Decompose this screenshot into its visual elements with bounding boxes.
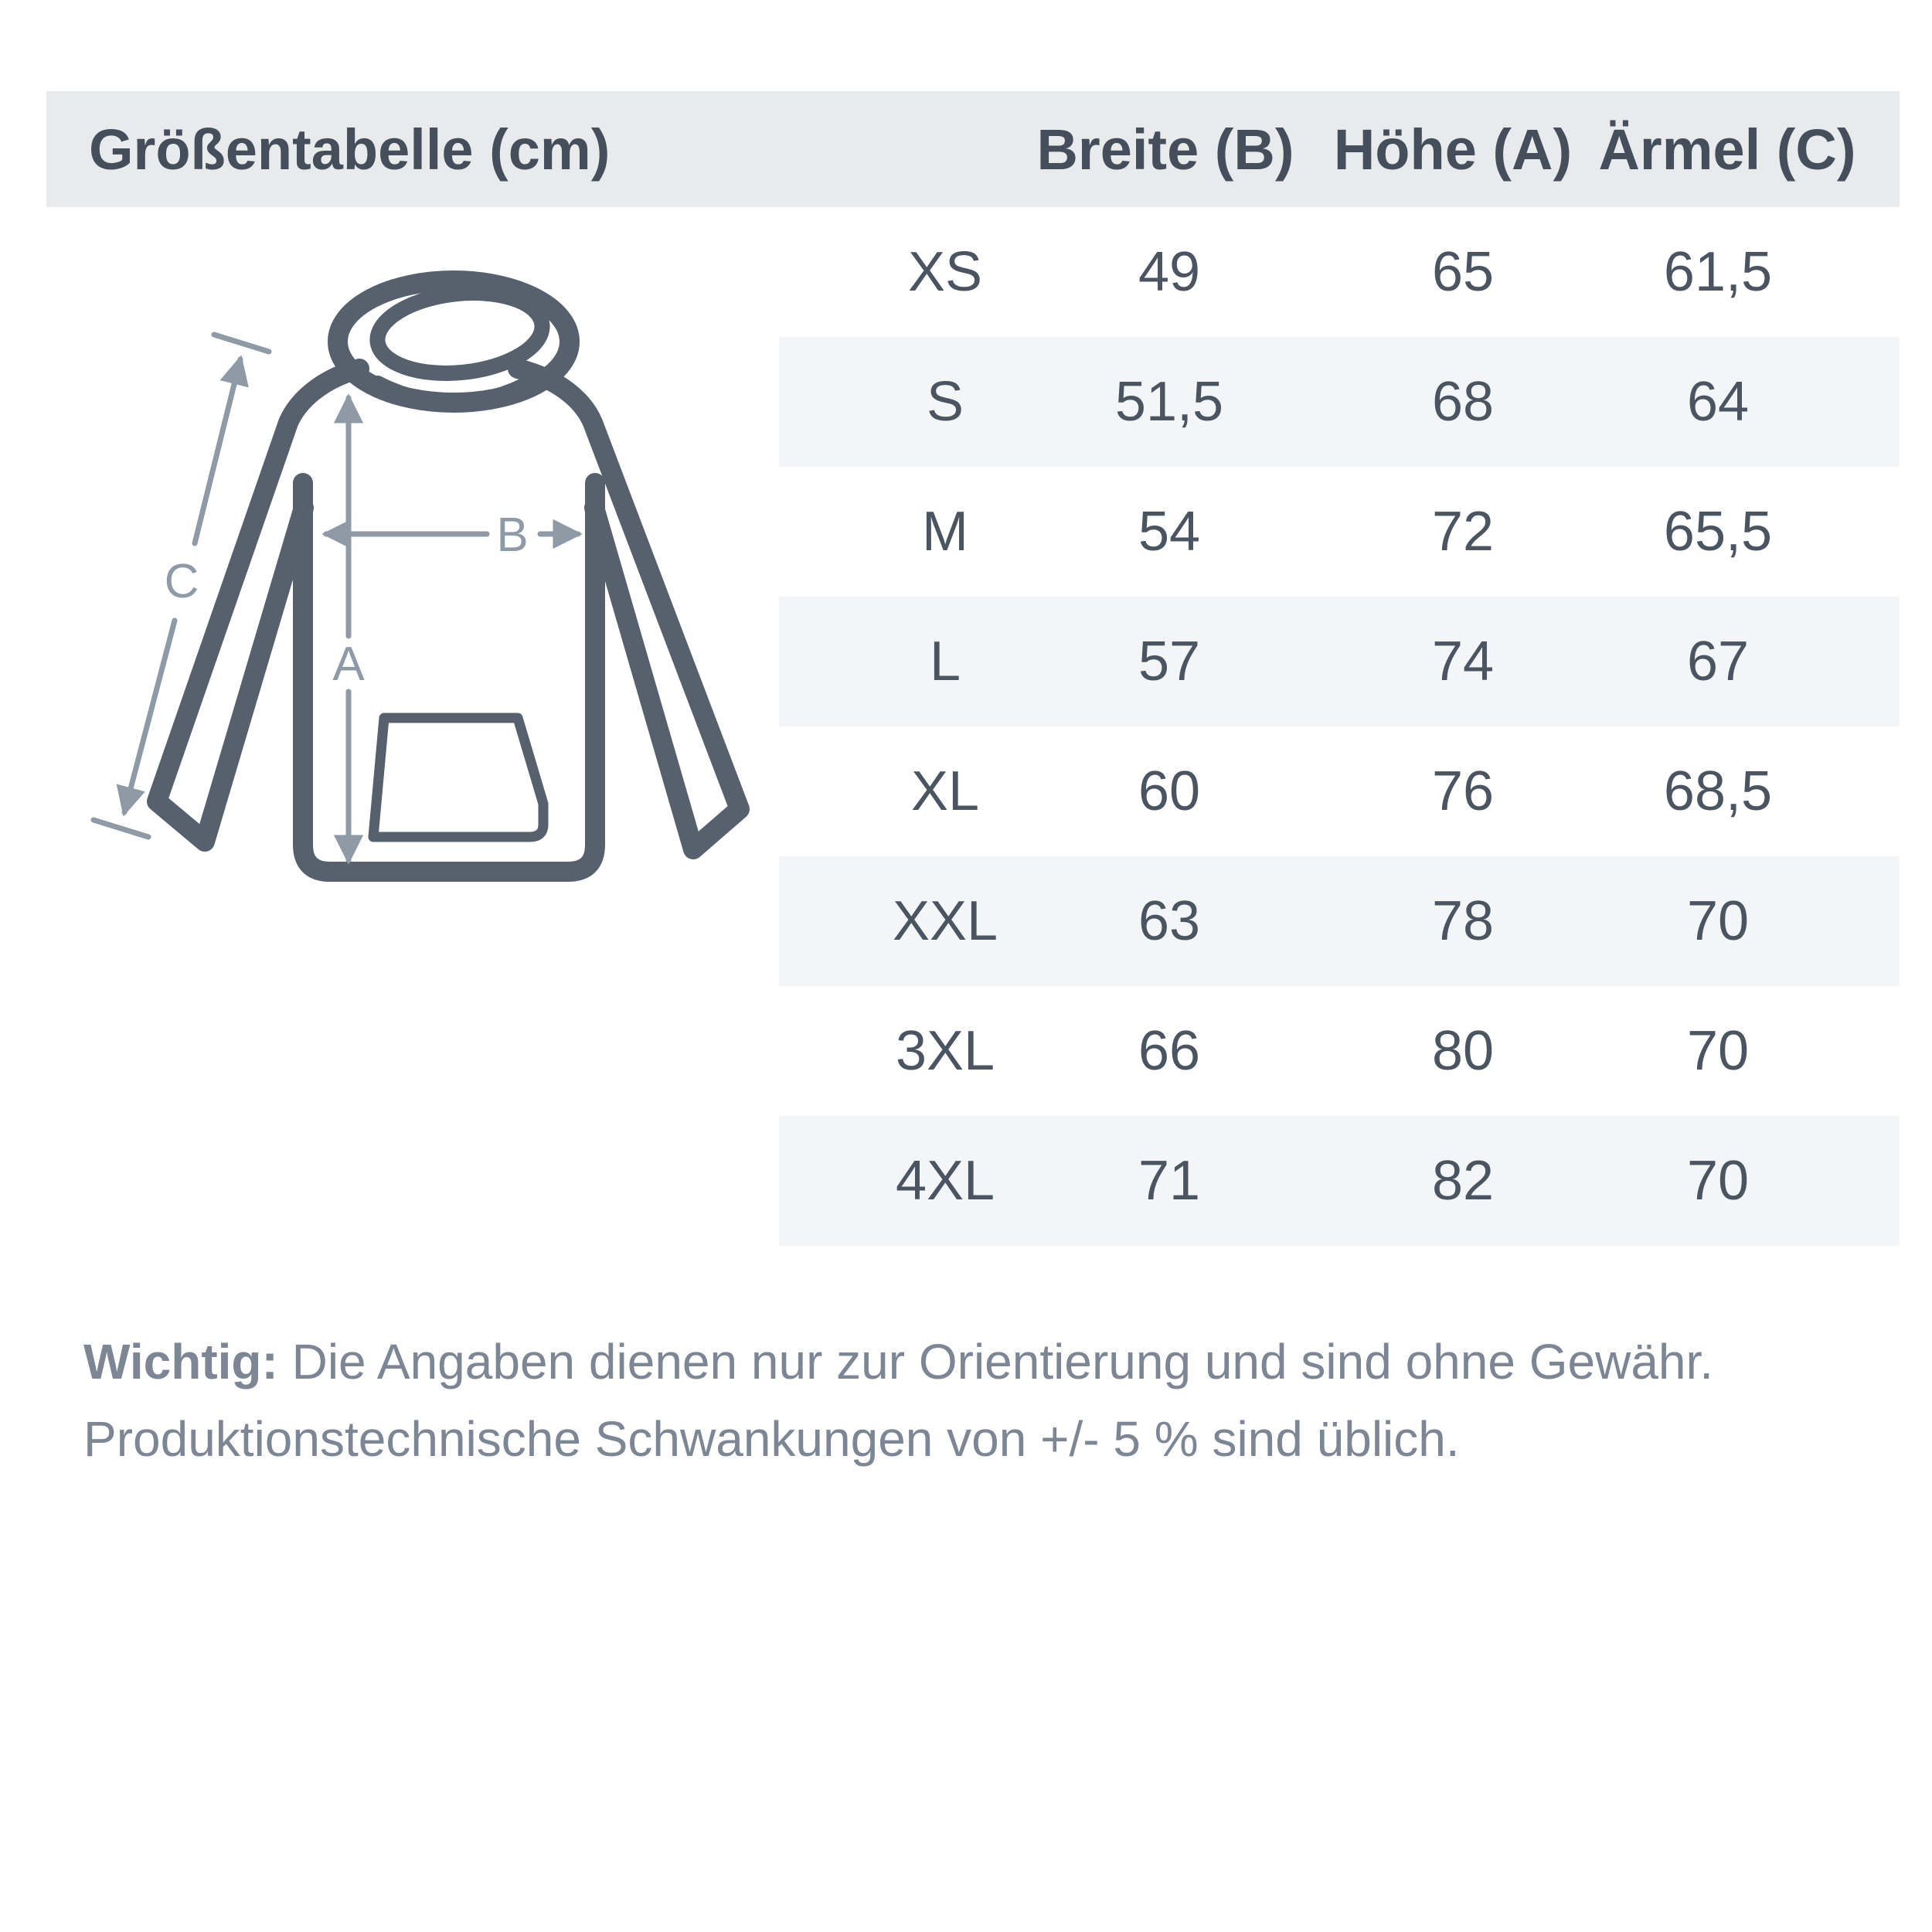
measure-label-B: B [496,509,529,562]
aermel-value: 70 [1686,1020,1750,1082]
breite-value: 60 [1138,760,1201,822]
aermel-value: 67 [1686,631,1750,692]
hoehe-value: 80 [1431,1020,1495,1082]
hoodie-outline-drawing [157,281,740,872]
hoehe-value: 82 [1431,1150,1495,1212]
breite-value: 51,5 [1114,371,1224,433]
table-row-s [779,337,1900,467]
aermel-value: 68,5 [1663,760,1773,822]
breite-value: 63 [1138,890,1201,952]
table-row-xs [779,207,1900,337]
size-label: 4XL [895,1150,995,1212]
table-row-m [779,467,1900,597]
measure-arrow-height-A [332,398,365,860]
table-row-4xl [779,1116,1900,1246]
table-row-l [779,597,1900,726]
disclaimer-line2: Produktionstechnische Schwankungen von +/- 5 % sind üblich. [83,1411,1460,1467]
breite-value: 66 [1138,1020,1201,1082]
breite-value: 71 [1138,1150,1201,1212]
aermel-value: 61,5 [1663,241,1773,303]
hoehe-value: 78 [1431,890,1495,952]
size-label: XS [907,241,983,303]
column-header-aermel: Ärmel (C) [1598,117,1856,182]
measure-label-C: C [164,555,199,608]
measure-arrow-width-B [326,509,578,562]
column-header-hoehe: Höhe (A) [1333,117,1573,182]
breite-value: 49 [1138,241,1201,303]
size-label: 3XL [895,1020,995,1082]
disclaimer-line1: Die Angaben dienen nur zur Orientierung und sind ohne Gewähr. [291,1334,1714,1389]
hoehe-value: 65 [1431,241,1495,303]
aermel-value: 64 [1686,371,1750,433]
size-table [779,207,1900,1246]
column-header-breite: Breite (B) [1036,117,1294,182]
aermel-value: 65,5 [1663,501,1773,563]
hoodie-measurement-diagram [66,228,800,885]
table-header [46,91,1900,207]
measure-label-A: A [332,638,365,691]
size-label: XL [910,760,980,822]
hoehe-value: 72 [1431,501,1495,563]
size-label: M [922,501,968,563]
table-row-xxl [779,856,1900,986]
disclaimer-lead: Wichtig: [83,1334,278,1389]
table-row-xl [779,726,1900,856]
hoehe-value: 74 [1431,631,1495,692]
size-label: S [926,371,964,433]
table-row-3xl [779,986,1900,1116]
size-label: L [929,631,961,692]
hoehe-value: 68 [1431,371,1495,433]
aermel-value: 70 [1686,890,1750,952]
hoehe-value: 76 [1431,760,1495,822]
disclaimer-note [83,1323,1884,1478]
page-title: Größentabelle (cm) [89,117,611,182]
size-label: XXL [892,890,998,952]
breite-value: 57 [1138,631,1201,692]
breite-value: 54 [1138,501,1201,563]
aermel-value: 70 [1686,1150,1750,1212]
